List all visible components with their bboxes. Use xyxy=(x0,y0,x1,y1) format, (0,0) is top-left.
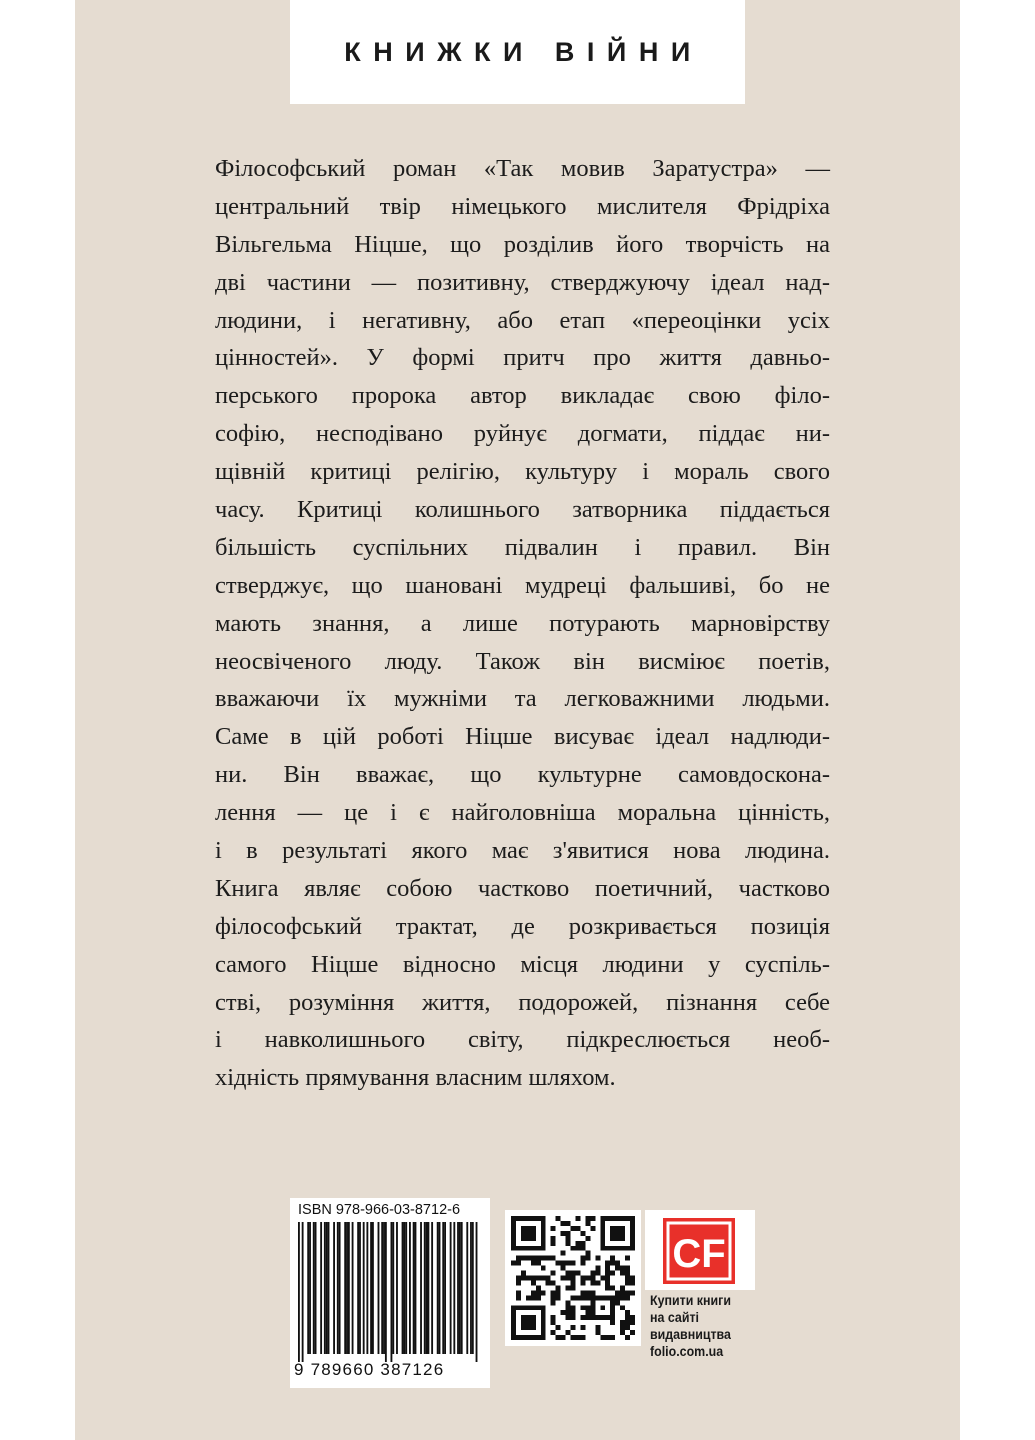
barcode-bar xyxy=(428,1222,430,1354)
book-back-cover xyxy=(75,0,960,1440)
book-annotation xyxy=(215,150,830,1097)
qr-module xyxy=(536,1285,541,1290)
qr-module xyxy=(561,1276,566,1281)
qr-module xyxy=(551,1300,556,1305)
qr-module xyxy=(551,1330,556,1335)
barcode-bar xyxy=(402,1222,404,1354)
qr-module xyxy=(575,1241,580,1246)
qr-module xyxy=(630,1330,635,1335)
barcode-bar xyxy=(370,1222,372,1354)
qr-module xyxy=(546,1256,551,1261)
qr-module xyxy=(620,1330,625,1335)
qr-module xyxy=(561,1251,566,1256)
qr-module xyxy=(605,1271,610,1276)
qr-module xyxy=(615,1290,620,1295)
qr-module xyxy=(571,1305,576,1310)
qr-module xyxy=(561,1231,566,1236)
qr-module xyxy=(541,1290,546,1295)
annotation-line: Саме в цій роботі Ніцше висуває ідеал надлюди- xyxy=(215,723,830,751)
qr-module xyxy=(610,1261,615,1266)
annotation-line: філософський трактат, де розкривається позиція xyxy=(215,912,830,940)
qr-module xyxy=(580,1325,585,1330)
qr-module xyxy=(561,1266,566,1271)
qr-module xyxy=(551,1290,556,1295)
barcode-bar xyxy=(333,1222,335,1354)
qr-module xyxy=(521,1256,526,1261)
qr-module xyxy=(620,1266,625,1271)
qr-module xyxy=(580,1246,585,1251)
qr-module xyxy=(580,1305,585,1310)
qr-module xyxy=(551,1280,556,1285)
qr-module xyxy=(620,1295,625,1300)
barcode-bar xyxy=(372,1222,374,1354)
qr-module xyxy=(595,1271,600,1276)
qr-code-icon xyxy=(511,1216,635,1340)
qr-module xyxy=(580,1280,585,1285)
annotation-line: Філософський роман «Так мовив Заратустра» — xyxy=(215,155,830,182)
barcode-bar xyxy=(385,1222,387,1362)
qr-module xyxy=(571,1276,576,1281)
barcode-bar xyxy=(409,1222,411,1354)
qr-module xyxy=(590,1276,595,1281)
annotation-line: лення — це і є найголовніша моральна цінність, xyxy=(215,799,830,827)
barcode-bar xyxy=(346,1222,348,1354)
barcode-bar xyxy=(415,1222,417,1354)
qr-module xyxy=(625,1320,630,1325)
qr-module xyxy=(566,1300,571,1305)
barcode-bar xyxy=(302,1222,304,1362)
annotation-line: дві частини — позитивну, стверджуючу ідеал над- xyxy=(215,268,830,296)
barcode-bar xyxy=(309,1222,311,1354)
qr-module xyxy=(536,1295,541,1300)
annotation-line: хідність прямування власним шляхом. xyxy=(215,1064,616,1092)
barcode-bar xyxy=(442,1222,444,1354)
qr-module xyxy=(590,1271,595,1276)
barcode-bar xyxy=(348,1222,350,1354)
qr-module xyxy=(580,1295,585,1300)
qr-module xyxy=(630,1320,635,1325)
qr-module xyxy=(625,1256,630,1261)
qr-module xyxy=(575,1295,580,1300)
qr-module xyxy=(551,1315,556,1320)
qr-module xyxy=(531,1290,536,1295)
qr-module xyxy=(561,1310,566,1315)
qr-module xyxy=(566,1231,571,1236)
qr-module xyxy=(625,1276,630,1281)
qr-module xyxy=(585,1295,590,1300)
qr-module xyxy=(575,1246,580,1251)
qr-module xyxy=(566,1221,571,1226)
qr-module xyxy=(511,1261,516,1266)
qr-module xyxy=(551,1320,556,1325)
qr-module xyxy=(536,1276,541,1281)
qr-module xyxy=(561,1335,566,1340)
qr-module xyxy=(580,1315,585,1320)
buy-text-line: на сайті xyxy=(650,1310,700,1325)
qr-module xyxy=(585,1276,590,1281)
qr-module xyxy=(531,1276,536,1281)
annotation-line: часу. Критиці колишнього затворника піддається xyxy=(215,496,830,524)
barcode-bar xyxy=(383,1222,385,1354)
qr-module xyxy=(571,1325,576,1330)
qr-module xyxy=(605,1261,610,1266)
barcode-bar xyxy=(324,1222,326,1354)
qr-module xyxy=(571,1310,576,1315)
qr-module xyxy=(531,1256,536,1261)
barcode-bar xyxy=(344,1222,346,1354)
annotation-line: неосвіченого люду. Також він висміює поетів, xyxy=(215,647,830,675)
qr-module xyxy=(556,1295,561,1300)
barcode-bar xyxy=(403,1222,405,1354)
qr-module xyxy=(615,1300,620,1305)
qr-module xyxy=(580,1290,585,1295)
qr-module xyxy=(625,1295,630,1300)
qr-module xyxy=(566,1271,571,1276)
qr-module xyxy=(600,1335,605,1340)
qr-module xyxy=(561,1261,566,1266)
qr-module xyxy=(585,1216,590,1221)
qr-module xyxy=(571,1246,576,1251)
barcode-bar xyxy=(439,1222,441,1354)
qr-module xyxy=(615,1266,620,1271)
buy-books-text xyxy=(650,1292,751,1360)
qr-module xyxy=(585,1251,590,1256)
qr-module xyxy=(620,1325,625,1330)
qr-module xyxy=(536,1256,541,1261)
qr-module xyxy=(595,1330,600,1335)
barcode-bar xyxy=(413,1222,415,1354)
qr-module xyxy=(620,1305,625,1310)
barcode-bar xyxy=(391,1222,393,1362)
qr-module xyxy=(556,1261,561,1266)
qr-module xyxy=(571,1226,576,1231)
qr-module xyxy=(595,1266,600,1271)
qr-module xyxy=(566,1241,571,1246)
folio-logo-icon xyxy=(663,1218,735,1284)
qr-module xyxy=(580,1231,585,1236)
qr-module xyxy=(575,1335,580,1340)
qr-module xyxy=(526,1295,531,1300)
qr-module xyxy=(566,1330,571,1335)
qr-module xyxy=(610,1226,625,1241)
qr-module xyxy=(571,1261,576,1266)
qr-module xyxy=(546,1280,551,1285)
qr-module xyxy=(585,1236,590,1241)
barcode-bar xyxy=(424,1222,426,1354)
qr-module xyxy=(575,1226,580,1231)
qr-module xyxy=(585,1305,590,1310)
qr-module xyxy=(541,1276,546,1281)
annotation-line: цінностей». У формі притч про життя давньо- xyxy=(215,344,830,372)
qr-module xyxy=(521,1271,526,1276)
qr-module xyxy=(620,1285,625,1290)
qr-module xyxy=(566,1285,571,1290)
qr-module xyxy=(625,1271,630,1276)
qr-module xyxy=(600,1276,605,1281)
qr-module xyxy=(625,1266,630,1271)
barcode-bar xyxy=(339,1222,341,1354)
buy-text-line: Купити книги xyxy=(650,1293,731,1308)
barcode-bar xyxy=(320,1222,322,1354)
barcode-bar xyxy=(392,1222,394,1354)
qr-module xyxy=(615,1295,620,1300)
qr-module xyxy=(610,1285,615,1290)
publisher-logo xyxy=(645,1210,755,1290)
annotation-line: ни. Він вважає, що культурне самовдоскона- xyxy=(215,761,830,789)
qr-module xyxy=(605,1276,610,1281)
qr-module xyxy=(516,1280,521,1285)
qr-module xyxy=(580,1335,585,1340)
qr-module xyxy=(551,1271,556,1276)
barcode-bar xyxy=(313,1222,315,1354)
annotation-line: перського пророка автор викладає свою філо- xyxy=(215,382,830,410)
barcode-bar xyxy=(298,1222,300,1362)
qr-module xyxy=(610,1271,615,1276)
qr-module xyxy=(590,1216,595,1221)
qr-module xyxy=(526,1256,531,1261)
isbn-label: ISBN 978-966-03-8712-6 xyxy=(298,1202,461,1218)
qr-module xyxy=(630,1276,635,1281)
qr-module xyxy=(575,1271,580,1276)
annotation-line: стві, розуміння життя, подорожей, пізнання себе xyxy=(215,988,830,1016)
qr-module xyxy=(571,1280,576,1285)
qr-module xyxy=(516,1256,521,1261)
barcode-bar xyxy=(470,1222,472,1354)
qr-module xyxy=(551,1295,556,1300)
qr-module xyxy=(551,1236,556,1241)
qr-module xyxy=(516,1290,521,1295)
barcode-bar xyxy=(366,1222,368,1354)
barcode-bar xyxy=(357,1222,359,1354)
qr-module xyxy=(536,1290,541,1295)
qr-module xyxy=(566,1305,571,1310)
qr-module xyxy=(551,1241,556,1246)
barcode-bar xyxy=(363,1222,365,1354)
barcode-bar xyxy=(352,1222,354,1354)
publisher-website-link[interactable]: folio.com.ua xyxy=(650,1344,724,1359)
qr-module xyxy=(625,1280,630,1285)
qr-module xyxy=(595,1280,600,1285)
qr-module xyxy=(625,1315,630,1320)
barcode-bar xyxy=(459,1222,461,1354)
annotation-line: щівній критиці релігію, культуру і мораль свого xyxy=(215,458,830,486)
barcode-bar xyxy=(476,1222,478,1362)
qr-module xyxy=(521,1315,536,1330)
barcode-bar xyxy=(461,1222,463,1354)
qr-module xyxy=(605,1266,610,1271)
annotation-line: самого Ніцше відносно місця людини у суспіль- xyxy=(215,950,830,978)
qr-module xyxy=(566,1236,571,1241)
annotation-line: центральний твір німецького мислителя Фрідріха xyxy=(215,192,830,220)
qr-module xyxy=(615,1261,620,1266)
qr-module xyxy=(551,1256,556,1261)
qr-module xyxy=(620,1290,625,1295)
barcode-bar xyxy=(378,1222,380,1354)
qr-module xyxy=(531,1261,536,1266)
barcode-bar xyxy=(405,1222,407,1354)
qr-module xyxy=(556,1290,561,1295)
barcode-bar xyxy=(337,1222,339,1354)
qr-module xyxy=(556,1216,561,1221)
qr-module xyxy=(580,1241,585,1246)
qr-module xyxy=(605,1280,610,1285)
annotation-line: Вільгельма Ніцше, що розділив його творчість на xyxy=(215,230,830,258)
barcode-bar xyxy=(431,1222,433,1354)
isbn-barcode xyxy=(290,1198,490,1388)
qr-module xyxy=(521,1226,536,1241)
qr-module xyxy=(630,1290,635,1295)
publisher-info xyxy=(645,1210,755,1388)
barcode-bars xyxy=(298,1222,484,1362)
barcode-bar xyxy=(457,1222,459,1354)
qr-module xyxy=(571,1315,576,1320)
qr-module xyxy=(556,1325,561,1330)
annotation-line: Книга являє собою частково поетичний, частково xyxy=(215,874,830,902)
qr-module xyxy=(610,1335,615,1340)
annotation-line: вважаючи їх мужніми та легковажними людьми. xyxy=(215,685,830,713)
qr-module xyxy=(590,1226,595,1231)
qr-module xyxy=(521,1276,526,1281)
qr-module xyxy=(516,1295,521,1300)
barcode-digits: 9 789660 387126 xyxy=(294,1360,445,1379)
qr-module xyxy=(571,1285,576,1290)
qr-module xyxy=(566,1276,571,1281)
qr-module xyxy=(590,1280,595,1285)
qr-module xyxy=(585,1310,590,1315)
qr-module xyxy=(605,1335,610,1340)
barcode-bar xyxy=(453,1222,455,1354)
qr-module xyxy=(551,1226,556,1231)
qr-module xyxy=(630,1280,635,1285)
barcode-bar xyxy=(328,1222,330,1354)
qr-module xyxy=(531,1280,536,1285)
qr-module xyxy=(566,1310,571,1315)
qr-module xyxy=(571,1295,576,1300)
qr-module xyxy=(630,1315,635,1320)
qr-module xyxy=(556,1335,561,1340)
qr-module xyxy=(526,1276,531,1281)
qr-module xyxy=(571,1271,576,1276)
barcode-bar xyxy=(426,1222,428,1354)
qr-module xyxy=(536,1261,541,1266)
qr-module xyxy=(561,1221,566,1226)
qr-module xyxy=(516,1261,521,1266)
annotation-line: стверджує, що шановані мудреці фальшиві, бо не xyxy=(215,571,830,599)
series-title-box xyxy=(290,0,745,104)
annotation-line: софію, несподівано руйнує догмати, піддає ни- xyxy=(215,420,830,448)
qr-module xyxy=(546,1276,551,1281)
qr-module xyxy=(585,1221,590,1226)
svg-text:CF: CF xyxy=(672,1232,726,1276)
qr-module xyxy=(590,1290,595,1295)
series-title: КНИЖКИ ВІЙНИ xyxy=(344,36,703,67)
barcode-bar xyxy=(396,1222,398,1354)
annotation-line: людини, і негативну, або етап «переоцінки усіх xyxy=(215,306,830,334)
barcode-bar xyxy=(381,1222,383,1354)
qr-module xyxy=(571,1335,576,1340)
qr-module xyxy=(610,1320,615,1325)
barcode-bar xyxy=(437,1222,439,1354)
qr-module xyxy=(605,1285,610,1290)
qr-module xyxy=(625,1335,630,1340)
qr-module xyxy=(620,1271,625,1276)
qr-module xyxy=(566,1261,571,1266)
qr-module xyxy=(600,1305,605,1310)
qr-module xyxy=(625,1325,630,1330)
qr-code[interactable] xyxy=(505,1210,641,1346)
qr-module xyxy=(541,1256,546,1261)
barcode-bar xyxy=(315,1222,317,1354)
annotation-line: і в результаті якого має з'явитися нова людина. xyxy=(215,837,830,865)
qr-module xyxy=(541,1266,546,1271)
barcode-bar xyxy=(326,1222,328,1354)
barcode-bar xyxy=(450,1222,452,1354)
qr-module xyxy=(595,1256,600,1261)
barcode-bar xyxy=(466,1222,468,1354)
barcode-bar xyxy=(472,1222,474,1354)
barcode-bar xyxy=(420,1222,422,1354)
qr-module xyxy=(556,1285,561,1290)
qr-module xyxy=(516,1276,521,1281)
barcode-bar xyxy=(444,1222,446,1354)
qr-module xyxy=(575,1216,580,1221)
qr-module xyxy=(580,1261,585,1266)
qr-module xyxy=(531,1295,536,1300)
qr-module xyxy=(585,1256,590,1261)
qr-module xyxy=(566,1315,571,1320)
qr-module xyxy=(585,1290,590,1295)
annotation-line: більшість суспільних підвалин і правил. Він xyxy=(215,533,830,561)
barcode-bar xyxy=(359,1222,361,1354)
barcode-bar xyxy=(307,1222,309,1354)
qr-module xyxy=(610,1256,615,1261)
qr-module xyxy=(625,1290,630,1295)
qr-module xyxy=(595,1325,600,1330)
buy-text-line: видавництва xyxy=(650,1327,731,1342)
qr-module xyxy=(580,1256,585,1261)
annotation-line: і навколишнього світу, підкреслюється необ- xyxy=(215,1026,830,1054)
annotation-line: мають знання, а лише потурають марновірству xyxy=(215,609,830,637)
qr-module xyxy=(625,1310,630,1315)
qr-module xyxy=(585,1315,590,1320)
qr-module xyxy=(580,1276,585,1281)
qr-module xyxy=(620,1320,625,1325)
